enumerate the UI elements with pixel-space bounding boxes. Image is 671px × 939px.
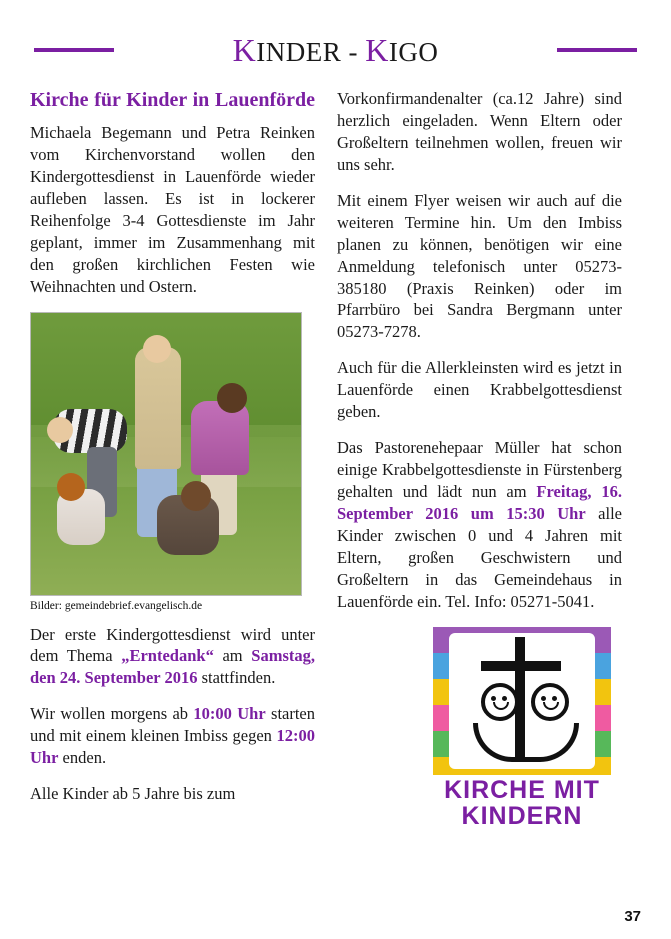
page-title-separator: - [341, 36, 366, 67]
left-paragraph-3-mid: starten und mit einem kleinen Imbiss gegen [30, 704, 316, 746]
children-playing-photo [30, 312, 302, 596]
eye-right [502, 696, 507, 701]
photo-figure-right-head [217, 383, 247, 413]
child-face-icon-left [481, 683, 519, 721]
start-time-highlight: 10:00 Uhr [193, 704, 266, 724]
logo-line-1: KIRCHE MIT [444, 775, 600, 804]
right-paragraph-4 [337, 437, 622, 613]
left-paragraph-3-post: enden. [58, 748, 107, 768]
left-paragraph-2-mid: am [213, 646, 252, 666]
page-title [233, 32, 439, 69]
smile-icon [543, 702, 559, 710]
photo-block [30, 312, 315, 612]
page-number: 37 [624, 908, 641, 925]
right-paragraph-1: Vorkonfirmandenalter (ca.12 Jahre) sind herzlich eingeladen. Wenn Eltern oder Großeltern teilnehmen wollen, freuen wir uns sehr. [337, 89, 622, 174]
logo-block [433, 627, 611, 830]
photo-figure-right-body [191, 401, 249, 475]
right-paragraph-2: Mit einem Flyer weisen wir auch auf die weiteren Termine hin. Um den Imbiss planen zu können, benötigen wir eine Anmeldung telefonisch unter 05273-385180 (Praxis Reinken) oder im Pfarrbüro bei Sandra Bergmann unter 05273-7278. [337, 190, 622, 342]
theme-highlight: „Erntedank“ [121, 646, 214, 666]
left-paragraph-3 [30, 703, 315, 769]
right-column [337, 88, 622, 829]
eye-left [541, 696, 546, 701]
header-rule-left [34, 48, 114, 52]
photo-figure-center-head [143, 335, 171, 363]
page-title-cap-2: K [365, 31, 389, 68]
left-paragraph-2 [30, 624, 315, 690]
smile-icon [493, 702, 509, 710]
logo-text [433, 777, 611, 830]
photo-figure-left-head [47, 417, 73, 443]
right-paragraph-4-post: alle Kinder zwischen 0 und 4 Jahren mit Eltern, großen Geschwistern und Großeltern in das Gemeindehaus in Lauenförde ein. Tel. Info: 05271-5041. [337, 503, 622, 611]
left-paragraph-2-pre: Der erste Kindergottesdienst wird unter dem Thema [30, 624, 315, 666]
page-title-cap-1: K [232, 31, 257, 68]
logo-line-2: KINDERN [461, 801, 583, 830]
header-rule-right [557, 48, 637, 52]
eye-left [491, 696, 496, 701]
child-face-icon-right [531, 683, 569, 721]
left-paragraph-3-pre: Wir wollen morgens ab [30, 704, 194, 724]
article-columns [30, 88, 641, 829]
left-paragraph-1: Michaela Begemann und Petra Reinken vom Kirchenvorstand wollen den Kindergottesdienst in Lauenförde wieder aufleben lassen. Es ist in lockerer Reihenfolge 3-4 Gottesdienste im Jahr geplant, immer im Zusammenhang mit den großen kirchlichen Festen wie Weihnachten und Ostern. [30, 123, 315, 296]
service-date-highlight: Samstag, den 24. September 2016 [30, 646, 315, 688]
photo-figure-bottom-right-head [181, 481, 211, 511]
kirche-mit-kindern-icon [433, 627, 611, 775]
krabbelgottesdienst-date-highlight: Freitag, 16. September 2016 um 15:30 Uhr [337, 482, 622, 523]
left-paragraph-4: Alle Kinder ab 5 Jahre bis zum [30, 784, 236, 804]
cross-icon-horizontal [481, 661, 561, 671]
photo-figure-bottom-left-head [57, 473, 85, 501]
section-title: Kirche für Kinder in Lauenförde [30, 89, 315, 111]
left-column [30, 88, 315, 829]
page-title-rest-1: INDER [256, 36, 342, 67]
photo-figure-center-body [135, 347, 181, 469]
photo-caption: Bilder: gemeindebrief.evangelisch.de [30, 599, 203, 612]
end-time-highlight: 12:00 Uhr [30, 726, 315, 768]
page-header [30, 28, 641, 72]
right-paragraph-4-pre: Das Pastorenehepaar Müller hat schon einige Krabbelgottesdienste in Fürstenberg gehalten und lädt nun am [337, 438, 622, 501]
page-title-rest-2: IGO [388, 36, 439, 67]
eye-right [552, 696, 557, 701]
right-paragraph-3: Auch für die Allerkleinsten wird es jetzt in Lauenförde einen Krabbelgottesdienst geben. [337, 358, 622, 422]
left-paragraph-2-post: stattfinden. [197, 668, 276, 688]
